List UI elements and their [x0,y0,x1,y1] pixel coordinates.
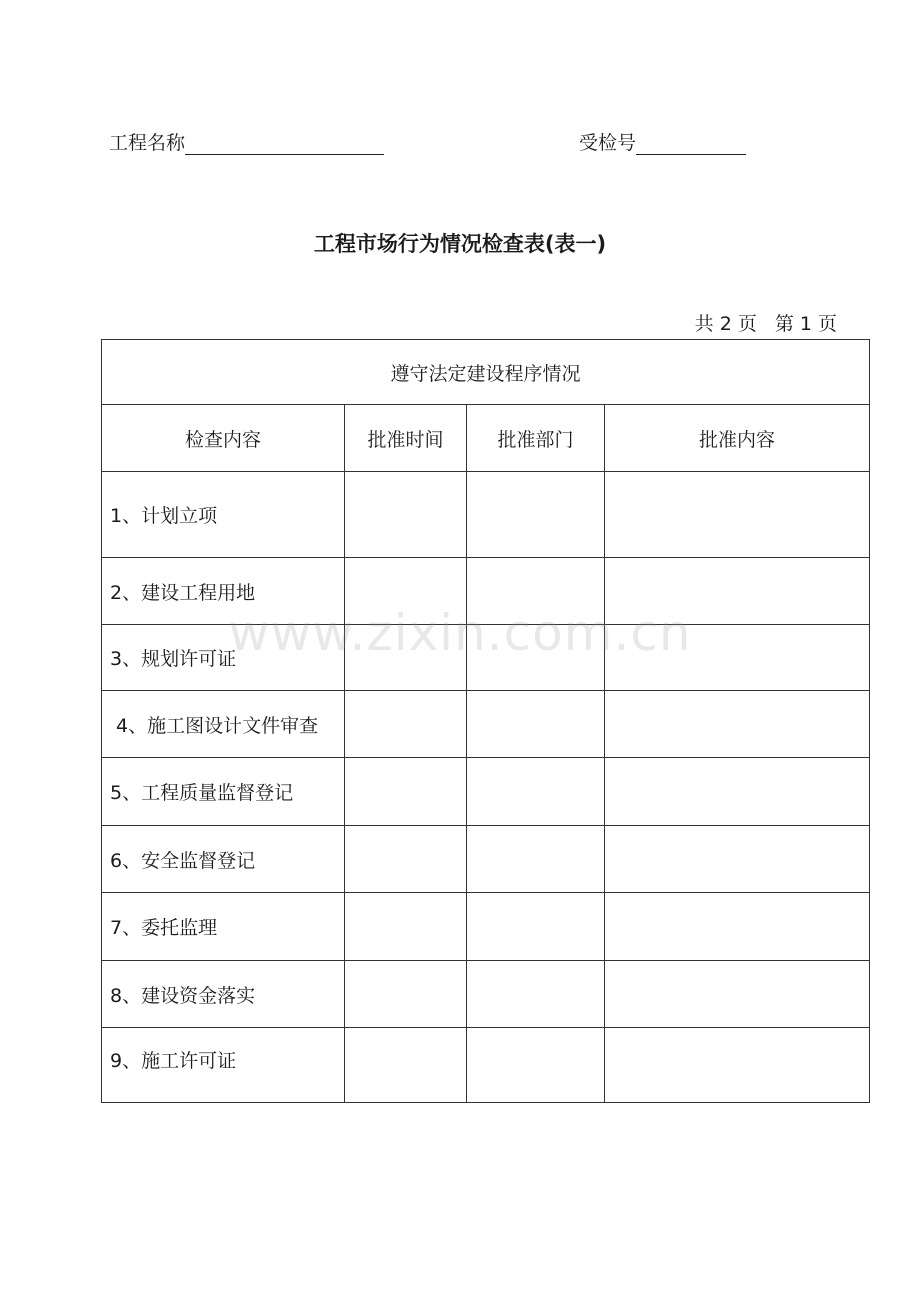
project-name-label: 工程名称 [109,132,186,154]
section-header-row [102,340,870,405]
inspection-table [101,339,870,1103]
approval-time-cell[interactable] [345,893,467,961]
table-row [102,758,870,826]
approval-content-cell[interactable] [605,691,870,758]
approval-time-cell[interactable] [345,558,467,625]
column-header-item: 检查内容 [102,405,345,472]
approval-department-cell[interactable] [467,558,605,625]
page-current: 第 1 页 [774,313,837,335]
approval-time-cell[interactable] [345,691,467,758]
row-item-label: 3、规划许可证 [102,625,345,691]
approval-time-cell[interactable] [345,758,467,826]
approval-time-cell[interactable] [345,625,467,691]
approval-department-cell[interactable] [467,472,605,558]
row-item-label: 2、建设工程用地 [102,558,345,625]
approval-content-cell[interactable] [605,472,870,558]
row-item-label: 4、施工图设计文件审查 [102,691,345,758]
watermark: www.zixin.com.cn [228,604,692,662]
column-header-department: 批准部门 [467,405,605,472]
approval-content-cell[interactable] [605,625,870,691]
approval-content-cell[interactable] [605,1028,870,1103]
row-item-label: 8、建设资金落实 [102,961,345,1028]
table-row [102,826,870,893]
row-item-label: 7、委托监理 [102,893,345,961]
table-row [102,558,870,625]
table-row [102,472,870,558]
table-row [102,1028,870,1103]
page-title: 工程市场行为情况检查表(表一) [313,232,607,256]
approval-content-cell[interactable] [605,558,870,625]
row-item-label: 9、施工许可证 [102,1028,345,1103]
page-counter [695,309,837,336]
inspection-number-blank[interactable] [636,132,746,155]
row-item-label: 6、安全监督登记 [102,826,345,893]
approval-department-cell[interactable] [467,893,605,961]
approval-time-cell[interactable] [345,826,467,893]
approval-time-cell[interactable] [345,472,467,558]
page-total: 共 2 页 [694,313,757,335]
approval-time-cell[interactable] [345,961,467,1028]
approval-content-cell[interactable] [605,893,870,961]
approval-department-cell[interactable] [467,826,605,893]
row-item-label: 1、计划立项 [102,472,345,558]
inspection-number-field [579,128,746,155]
approval-department-cell[interactable] [467,691,605,758]
approval-content-cell[interactable] [605,758,870,826]
approval-department-cell[interactable] [467,961,605,1028]
row-item-label: 5、工程质量监督登记 [102,758,345,826]
table-row [102,893,870,961]
approval-department-cell[interactable] [467,758,605,826]
approval-department-cell[interactable] [467,625,605,691]
approval-department-cell[interactable] [467,1028,605,1103]
column-header-row [102,405,870,472]
section-title: 遵守法定建设程序情况 [102,340,870,405]
table-row [102,961,870,1028]
project-name-blank[interactable] [185,132,384,155]
approval-content-cell[interactable] [605,826,870,893]
column-header-content: 批准内容 [605,405,870,472]
column-header-time: 批准时间 [345,405,467,472]
approval-content-cell[interactable] [605,961,870,1028]
table-row [102,625,870,691]
approval-time-cell[interactable] [345,1028,467,1103]
project-name-field [109,128,384,155]
inspection-number-label: 受检号 [579,132,637,154]
table-row [102,691,870,758]
